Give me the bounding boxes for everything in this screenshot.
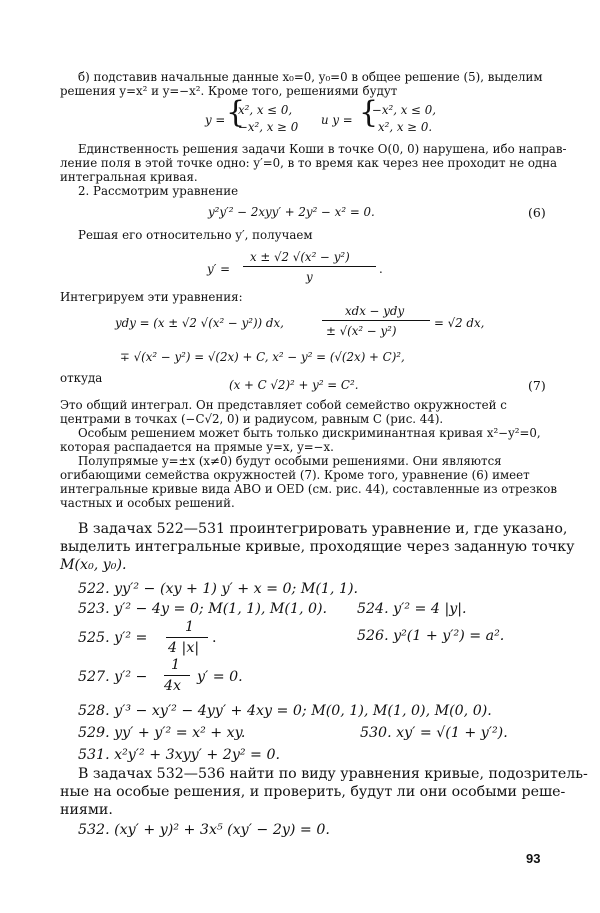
fraction-denominator: 4x (164, 678, 182, 694)
left-brace-icon: { (226, 95, 246, 130)
fraction-denominator: ± √(x² − y²) (326, 324, 397, 338)
fraction-numerator: 1 (185, 619, 195, 635)
text-line: Это общий интеграл. Он представляет собой семейство окружностей с (60, 398, 507, 412)
problem-528: 528. y′³ − xy′² − 4yy′ + 4xy = 0; M(0, 1), M(1, 0), M(0, 0). (78, 703, 492, 719)
problem-530: 530. xy′ = √(1 + y′²). (360, 725, 508, 741)
problem-523: 523. y′² − 4y = 0; M(1, 1), M(1, 0). (78, 601, 328, 617)
text-line-large: ниями. (60, 802, 113, 818)
fraction-numerator: xdx − ydy (345, 304, 405, 318)
piecewise-case: x², x ≥ 0. (378, 120, 433, 134)
text-line: откуда (60, 371, 103, 385)
fraction-denominator: y (306, 270, 313, 284)
page-number: 93 (526, 851, 541, 866)
text-line: Полупрямые y=±x (x≠0) будут особыми решениями. Они являются (78, 454, 502, 468)
piecewise-lhs-1: y = (205, 113, 226, 127)
text-line: Интегрируем эти уравнения: (60, 290, 243, 304)
text-line-large: ные на особые решения, и проверить, будут ли они особыми реше- (60, 784, 566, 800)
text-line: центрами в точках (−C√2, 0) и радиусом, равным C (рис. 44). (60, 412, 444, 426)
problem-522: 522. yy′² − (xy + 1) y′ + x = 0; M(1, 1). (78, 581, 359, 597)
problem-526: 526. y²(1 + y′²) = a². (357, 628, 505, 644)
text-line-large: выделить интегральные кривые, проходящие через заданную точку (60, 539, 575, 555)
integration-equation: ydy = (x ± √2 √(x² − y²)) dx, (115, 316, 284, 330)
equation-7: (x + C √2)² + y² = C². (229, 378, 359, 392)
problem-531: 531. x²y′² + 3xyy′ + 2y² = 0. (78, 747, 280, 763)
fraction-bar (166, 637, 208, 638)
problem-527: 527. y′² − (78, 669, 148, 685)
text-line: интегральные кривые вида ABO и OED (см. рис. 44), составленные из отрезков (60, 482, 558, 496)
integration-equation-rhs: = √2 dx, (434, 316, 485, 330)
text-line: которая распадается на прямые y=x, y=−x. (60, 440, 334, 454)
text-line: интегральная кривая. (60, 170, 198, 184)
yprime-lhs: y′ = (207, 262, 230, 276)
text-line: Особым решением может быть только дискриминантная кривая x²−y²=0, (78, 426, 541, 440)
text-line: решения y=x² и y=−x². Кроме того, решениями будут (60, 84, 398, 98)
text-line-large: M(x₀, y₀). (60, 557, 127, 573)
problem-525: 525. y′² = (78, 630, 148, 646)
text-line: б) подставив начальные данные x₀=0, y₀=0 в общее решение (5), выделим (78, 70, 543, 84)
problem-532: 532. (xy′ + y)² + 3x⁵ (xy′ − 2y) = 0. (78, 822, 330, 838)
piecewise-lhs-2: и y = (321, 113, 353, 127)
text-line: частных и особых решений. (60, 496, 235, 510)
equation-period: . (212, 630, 217, 646)
equation-period: . (379, 262, 383, 276)
piecewise-case: x², x ≤ 0, (238, 103, 293, 117)
fraction-bar (164, 675, 190, 676)
text-line: ление поля в этой точке одно: y′=0, в то время как через нее проходит не одна (60, 156, 558, 170)
fraction-numerator: 1 (171, 657, 181, 673)
piecewise-case: −x², x ≥ 0 (238, 120, 299, 134)
left-brace-icon: { (359, 95, 379, 130)
problem-524: 524. y′² = 4 |y|. (357, 601, 467, 617)
integration-equation: ∓ √(x² − y²) = √(2x) + C, x² − y² = (√(2x) + C)², (120, 350, 405, 364)
text-line: Единственность решения задачи Коши в точке O(0, 0) нарушена, ибо направ- (78, 142, 567, 156)
fraction-bar (322, 320, 430, 321)
fraction-denominator: 4 |x| (168, 640, 200, 656)
fraction-numerator: x ± √2 √(x² − y²) (250, 250, 350, 264)
equation-number: (6) (528, 205, 546, 220)
text-line-large: В задачах 522—531 проинтегрировать уравнение и, где указано, (78, 521, 568, 537)
equation-6: y²y′² − 2xyy′ + 2y² − x² = 0. (208, 205, 375, 219)
equation-number: (7) (528, 378, 546, 393)
fraction-bar (243, 266, 376, 267)
text-line: 2. Рассмотрим уравнение (78, 184, 239, 198)
text-line: огибающими семейства окружностей (7). Кроме того, уравнение (6) имеет (60, 468, 530, 482)
text-line: Решая его относительно y′, получаем (78, 228, 313, 242)
text-line-large: В задачах 532—536 найти по виду уравнения кривые, подозритель- (78, 766, 588, 782)
piecewise-case: −x², x ≤ 0, (372, 103, 437, 117)
problem-529: 529. yy′ + y′² = x² + xy. (78, 725, 246, 741)
problem-527-rhs: y′ = 0. (197, 669, 243, 685)
